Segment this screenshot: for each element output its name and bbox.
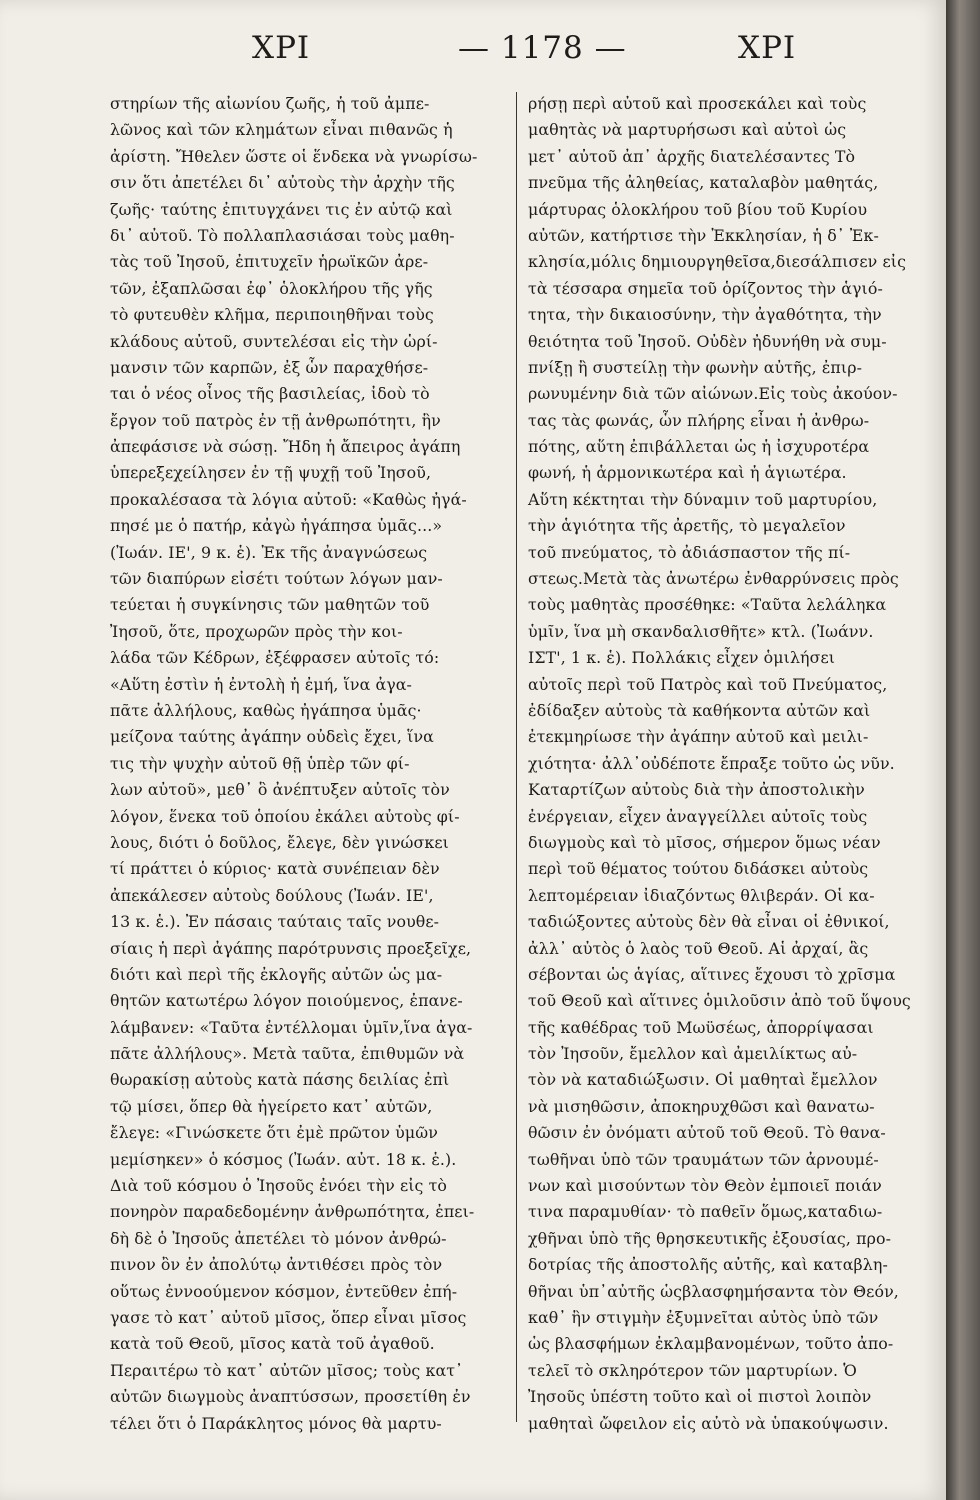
text-line: (Ἰωάν. ΙΕ', 9 κ. ἑ). Ἐκ τῆς ἀναγνώσεως [110,542,428,562]
text-line: ὑπερεξεχείλησεν ἐν τῇ ψυχῇ τοῦ Ἰησοῦ, [110,463,432,483]
text-line: ἔργον τοῦ πατρὸς ἐν τῇ ἀνθρωπότητι, ἣν [110,410,441,430]
text-line: τὰ τέσσαρα σημεῖα τοῦ ὁρίζοντος τὴν ἁγιό- [528,278,883,298]
text-line: αὐτῶν, κατήρτισε τὴν Ἐκκλησίαν, ἡ δ᾽ Ἐκ- [528,225,879,245]
text-line: μάρτυρας ὁλοκλήρου τοῦ βίου τοῦ Κυρίου [528,199,868,219]
text-line: χιότητα· ἀλλ᾽οὐδέποτε ἔπραξε τοῦτο ὡς νῦν. [528,753,895,773]
column-divider [516,92,517,1422]
text-line: θητῶν κατωτέρω λόγον ποιούμενος, ἐπανε- [110,991,463,1011]
page-edge [946,0,980,1500]
text-line: 13 κ. ἑ.). Ἐν πάσαις ταύταις ταῖς νουθε- [110,912,440,932]
text-line: πνίξῃ ἢ συστείλῃ τὴν φωνὴν αὐτῆς, ἐπιρ- [528,357,863,377]
text-line: κλησία,μόλις δημιουργηθεῖσα,διεσάλπισεν εἰς [528,252,907,272]
text-line: θειότητα τοῦ Ἰησοῦ. Οὐδὲν ἠδυνήθη νὰ συμ- [528,331,887,351]
text-line: μεμίσηκεν» ὁ κόσμος (Ἰωάν. αὐτ. 18 κ. ἑ.). [110,1149,457,1169]
text-line: πονηρὸν παραδεδομένην ἀνθρωπότητα, ἐπει- [110,1202,475,1222]
text-line: τωθῆναι ὑπὸ τῶν τραυμάτων τῶν ἀρνουμέ- [528,1149,879,1169]
text-line: πινον ὂν ἐν ἀπολύτῳ ἀντιθέσει πρὸς τὸν [110,1255,443,1275]
text-line: ὡς βλασφήμων ἐκλαμβανομένων, τοῦτο ἀπο- [528,1334,894,1354]
text-line: λάμβανεν: «Ταῦτα ἐντέλλομαι ὑμῖν,ἵνα ἀγα- [110,1017,473,1037]
text-line: τῷ μίσει, ὅπερ θὰ ἠγείρετο κατ᾽ αὐτῶν, [110,1096,433,1116]
text-line: πᾶτε ἀλλήλους». Μετὰ ταῦτα, ἐπιθυμῶν νὰ [110,1044,465,1064]
text-line: τας τὰς φωνάς, ὧν πλήρης εἶναι ἡ ἀνθρω- [528,410,870,430]
text-line: τῶν, ἐξαπλῶσαι ἐφ᾽ ὁλοκλήρου τῆς γῆς [110,278,433,298]
text-line: ζωῆς· ταύτης ἐπιτυγχάνει τις ἐν αὐτῷ καὶ [110,199,453,219]
text-line: φωνή, ἡ ἁρμονικωτέρα καὶ ἡ ἁγιωτέρα. [528,463,847,483]
text-line: Καταρτίζων αὐτοὺς διὰ τὴν ἀποστολικὴν [528,780,865,800]
text-line: προκαλέσασα τὰ λόγια αὐτοῦ: «Καθὼς ἠγά- [110,489,467,509]
right-text-column [528,91,933,1437]
text-line: τοῦ πνεύματος, τὸ ἀδιάσπαστον τῆς πί- [528,542,851,562]
text-line: ἔλεγε: «Γινώσκετε ὅτι ἐμὲ πρῶτον ὑμῶν [110,1123,438,1143]
text-line: μετ᾽ αὐτοῦ ἀπ᾽ ἀρχῆς διατελέσαντες Τὸ [528,146,856,166]
text-line: λόγον, ἕνεκα τοῦ ὁποίου ἐκάλει αὐτοὺς φί- [110,806,460,826]
text-line: τὴν ἁγιότητα τῆς ἀρετῆς, τὸ μεγαλεῖον [528,516,846,536]
page-header [0,30,946,80]
text-line: μαθηταὶ ὤφειλον εἰς αὐτὸ νὰ ὑπακούψωσιν. [528,1413,889,1433]
text-line: ται ὁ νέος οἶνος τῆς βασιλείας, ἰδοὺ τὸ [110,384,430,404]
text-line: «Αὕτη ἐστὶν ἡ ἐντολὴ ἡ ἐμή, ἵνα ἀγα- [110,674,412,694]
text-line: ἐτεκμηρίωσε τὴν ἀγάπην αὐτοῦ καὶ μειλι- [528,727,869,747]
text-line: τις τὴν ψυχὴν αὐτοῦ θῇ ὑπὲρ τῶν φί- [110,753,410,773]
text-line: ταδιώξοντες αὐτοὺς δὲν θὰ εἶναι οἱ ἐθνικοί, [528,912,890,932]
text-line: σέβονται ὡς ἁγίας, αἵτινες ἔχουσι τὸ χρῖσμα [528,964,896,984]
text-line: κλάδους αὐτοῦ, συντελέσαι εἰς τὴν ὡρί- [110,331,438,351]
page-number: — 1178 — [458,30,627,66]
text-line: λάδα τῶν Κέδρων, ἐξέφρασεν αὐτοῖς τό: [110,648,440,668]
text-line: σιν ὅτι ἀπετέλει δι᾽ αὐτοὺς τὴν ἀρχὴν τῆς [110,173,455,193]
text-line: δὴ δὲ ὁ Ἰησοῦς ἀπετέλει τὸ μόνον ἀνθρώ- [110,1228,447,1248]
text-line: Ἰησοῦ, ὅτε, προχωρῶν πρὸς τὴν κοι- [110,621,403,641]
text-line: ἐδίδαξεν αὐτοὺς τὰ καθήκοντα αὐτῶν καὶ [528,700,871,720]
text-line: ρήσῃ περὶ αὐτοῦ καὶ προσεκάλει καὶ τοὺς [528,94,867,113]
text-line: ἐνέργειαν, εἶχεν ἀναγγείλλει αὐτοῖς τοὺς [528,806,868,826]
text-line: μείζονα ταύτης ἀγάπην οὐδεὶς ἔχει, ἵνα [110,727,434,747]
text-line: δοτρίας τῆς ἀποστολῆς αὐτῆς, καὶ καταβλη- [528,1255,888,1275]
text-line: Ἰησοῦς ὑπέστη τοῦτο καὶ οἱ πιστοὶ λοιπὸν [528,1387,872,1407]
text-line: τινα παραμυθίαν· τὸ παθεῖν ὅμως,καταδιω- [528,1202,883,1222]
text-line: χθῆναι ὑπὸ τῆς θρησκευτικῆς ἐξουσίας, προ- [528,1228,892,1248]
text-line: διωγμοὺς καὶ τὸ μῖσος, σήμερον ὅμως νέαν [528,832,881,852]
text-line: τὸ φυτευθὲν κλῆμα, περιποιηθῆναι τοὺς [110,305,434,325]
text-line: λεπτομέρειαν ἰδιαζόντως θλιβεράν. Οἱ κα- [528,885,875,905]
text-line: μανσιν τῶν καρπῶν, ἐξ ὧν παραχθήσε- [110,357,429,377]
text-line: θῆναι ὑπ᾽αὐτῆς ὡςβλασφημήσαντα τὸν Θεόν, [528,1281,899,1301]
text-line: πᾶτε ἀλλήλους, καθὼς ἠγάπησα ὑμᾶς· [110,700,422,720]
text-line: τῶν διαπύρων εἰσέτι τούτων λόγων μαν- [110,569,443,589]
text-line: περὶ τοῦ θέματος τούτου διδάσκει αὐτοὺς [528,859,869,879]
text-line: θῶσιν ἐν ὀνόματι αὐτοῦ τοῦ Θεοῦ. Τὸ θανα- [528,1123,886,1143]
left-text-column [110,91,508,1437]
text-line: κατὰ τοῦ Θεοῦ, μῖσος κατὰ τοῦ ἀγαθοῦ. [110,1334,435,1354]
text-line: γασε τὸ κατ᾽ αὐτοῦ μῖσος, ὅπερ εἶναι μῖσος [110,1307,467,1327]
text-line: οὕτως ἐννοούμενον κόσμον, ἐντεῦθεν ἐπή- [110,1281,458,1301]
text-line: ἀπεκάλεσεν αὐτοὺς δούλους (Ἰωάν. ΙΕ', [110,885,434,905]
text-line: διότι καὶ περὶ τῆς ἐκλογῆς αὐτῶν ὡς μα- [110,964,443,984]
text-line: τὸν Ἰησοῦν, ἔμελλον καὶ ἀμειλίκτως αὐ- [528,1044,858,1064]
text-line: στεως.Μετὰ τὰς ἀνωτέρω ἐνθαρρύνσεις πρὸς [528,569,899,589]
text-line: αὐτῶν διωγμοὺς ἀναπτύσσων, προσετίθη ἐν [110,1387,471,1407]
text-line: τὸν νὰ καταδιώξωσιν. Οἱ μαθηταὶ ἔμελλον [528,1070,878,1090]
text-line: τοῦ Θεοῦ καὶ αἵτινες ὁμιλοῦσιν ἀπὸ τοῦ ὕψους [528,991,911,1011]
text-line: τελεῖ τὸ σκληρότερον τῶν μαρτυρίων. Ὁ [528,1360,857,1380]
header-right-keyword: ΧΡΙ [738,30,797,66]
text-line: λῶνος καὶ τῶν κλημάτων εἶναι πιθανῶς ἡ [110,120,453,140]
text-line: λων αὐτοῦ», μεθ᾽ ὃ ἀνέπτυξεν αὐτοῖς τὸν [110,780,450,800]
text-line: τῆς καθέδρας τοῦ Μωϋσέως, ἀπορρίψασαι [528,1017,874,1037]
text-line: πνεῦμα τῆς ἀληθείας, καταλαβὸν μαθητάς, [528,173,879,193]
text-line: ὑμῖν, ἵνα μὴ σκανδαλισθῆτε» κτλ. (Ἰωάνν. [528,621,874,641]
text-line: μαθητὰς νὰ μαρτυρήσωσι καὶ αὐτοὶ ὡς [528,120,847,140]
text-line: πησέ με ὁ πατήρ, κἀγὼ ἠγάπησα ὑμᾶς...» [110,516,443,536]
text-line: Αὕτη κέκτηται τὴν δύναμιν τοῦ μαρτυρίου, [528,489,878,509]
text-line: αὐτοῖς περὶ τοῦ Πατρὸς καὶ τοῦ Πνεύματος, [528,674,888,694]
text-line: ρωνυμένην διὰ τῶν αἰώνων.Εἰς τοὺς ἀκούον- [528,384,898,404]
text-line: δι᾽ αὐτοῦ. Τὸ πολλαπλασιάσαι τοὺς μαθη- [110,225,455,245]
text-line: πότης, αὕτη ἐπιβάλλεται ὡς ἡ ἰσχυροτέρα [528,437,870,457]
text-line: ἀρίστη. Ἤθελεν ὥστε οἱ ἕνδεκα νὰ γνωρίσω- [110,146,478,166]
text-line: ἀλλ᾽ αὐτὸς ὁ λαὸς τοῦ Θεοῦ. Αἱ ἀρχαί, ἃς [528,938,869,958]
text-line: νων καὶ μισούντων τὸν Θεὸν ἐμποιεῖ ποιάν [528,1176,882,1196]
text-line: στηρίων τῆς αἰωνίου ζωῆς, ἡ τοῦ ἀμπε- [110,94,430,113]
text-line: Περαιτέρω τὸ κατ᾽ αὐτῶν μῖσος; τοὺς κατ᾽ [110,1360,464,1380]
text-line: ἀπεφάσισε νὰ σώσῃ. Ἤδη ἡ ἄπειρος ἀγάπη [110,437,461,457]
text-line: ΙΣΤ', 1 κ. ἑ). Πολλάκις εἶχεν ὁμιλήσει [528,648,836,668]
text-line: θωρακίσῃ αὐτοὺς κατὰ πάσης δειλίας ἐπὶ [110,1070,450,1090]
text-line: τεύεται ἡ συγκίνησις τῶν μαθητῶν τοῦ [110,595,430,615]
text-line: σίαις ἡ περὶ ἀγάπης παρότρυνσις προεξεῖχε, [110,938,472,958]
text-line: νὰ μισηθῶσιν, ἀποκηρυχθῶσι καὶ θανατω- [528,1096,875,1116]
header-left-keyword: ΧΡΙ [252,30,311,66]
text-line: τί πράττει ὁ κύριος· κατὰ συνέπειαν δὲν [110,859,440,879]
text-line: καθ᾽ ἣν στιγμὴν ἐξυμνεῖται αὐτὸς ὑπὸ τῶν [528,1307,879,1327]
text-line: τοὺς μαθητὰς προσέθηκε: «Ταῦτα λελάληκα [528,595,887,615]
text-line: τὰς τοῦ Ἰησοῦ, ἐπιτυχεῖν ἡρωϊκῶν ἀρε- [110,252,429,272]
text-line: λους, διότι ὁ δοῦλος, ἔλεγε, δὲν γινώσκει [110,832,449,852]
text-line: τέλει ὅτι ὁ Παράκλητος μόνος θὰ μαρτυ- [110,1413,442,1433]
text-line: Διὰ τοῦ κόσμου ὁ Ἰησοῦς ἐνόει τὴν εἰς τὸ [110,1176,448,1196]
text-line: τητα, τὴν δικαιοσύνην, τὴν ἀγαθότητα, τὴν [528,305,882,325]
